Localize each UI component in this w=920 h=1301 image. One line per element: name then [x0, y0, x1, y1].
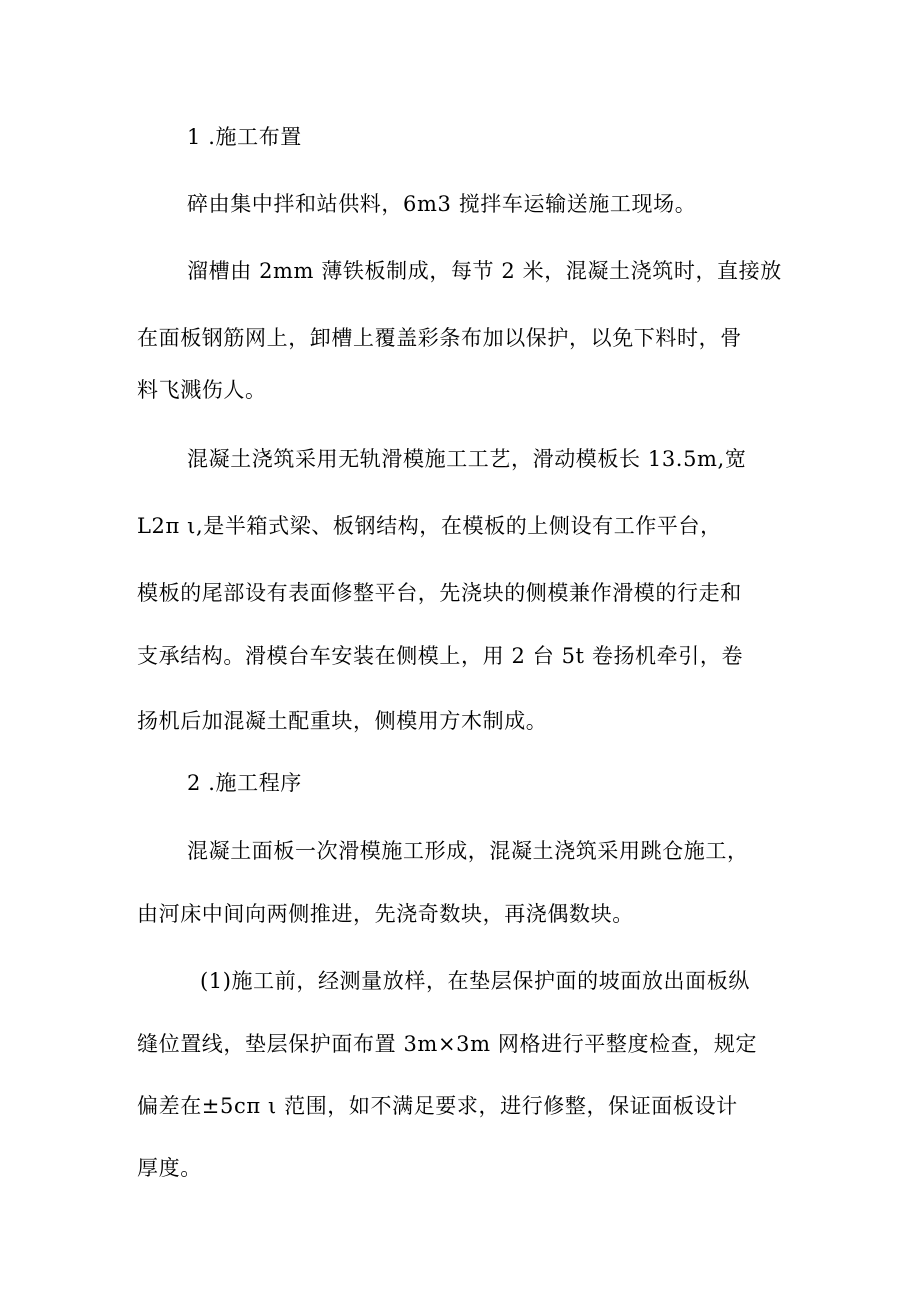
- paragraph-line: 溜槽由 2mm 薄铁板制成，每节 2 米，混凝土浇筑时，直接放: [187, 259, 782, 283]
- paragraph-line: 扬机后加混凝土配重块，侧模用方木制成。: [137, 709, 548, 733]
- paragraph-line: L2π ι,是半箱式梁、板钢结构，在模板的上侧设有工作平台，: [137, 514, 722, 538]
- section-heading-2: 2 .施工程序: [187, 771, 302, 795]
- paragraph-line: 缝位置线，垫层保护面布置 3m×3m 网格进行平整度检查，规定: [137, 1032, 758, 1056]
- paragraph-line: 偏差在±5cπ ι 范围，如不满足要求，进行修整，保证面板设计: [137, 1094, 738, 1118]
- paragraph-line: 由河床中间向两侧推进，先浇奇数块，再浇偶数块。: [137, 902, 634, 926]
- paragraph-line: 混凝土浇筑采用无轨滑模施工工艺，滑动模板长 13.5m,宽: [187, 447, 747, 471]
- paragraph-line: 碎由集中拌和站供料，6m3 搅拌车运输送施工现场。: [187, 192, 697, 216]
- paragraph-line: 在面板钢筋网上，卸槽上覆盖彩条布加以保护，以免下料时，骨: [137, 326, 742, 350]
- paragraph-line: (1)施工前，经测量放样，在垫层保护面的坡面放出面板纵: [200, 969, 750, 993]
- paragraph-line: 支承结构。滑模台车安装在侧模上，用 2 台 5t 卷扬机牵引，卷: [137, 644, 744, 668]
- paragraph-line: 模板的尾部设有表面修整平台，先浇块的侧模兼作滑模的行走和: [137, 581, 742, 605]
- paragraph-line: 厚度。: [137, 1156, 202, 1180]
- paragraph-line: 混凝土面板一次滑模施工形成，混凝土浇筑采用跳仓施工，: [187, 839, 749, 863]
- section-heading-1: 1 .施工布置: [187, 125, 302, 149]
- paragraph-line: 料飞溅伤人。: [137, 378, 267, 402]
